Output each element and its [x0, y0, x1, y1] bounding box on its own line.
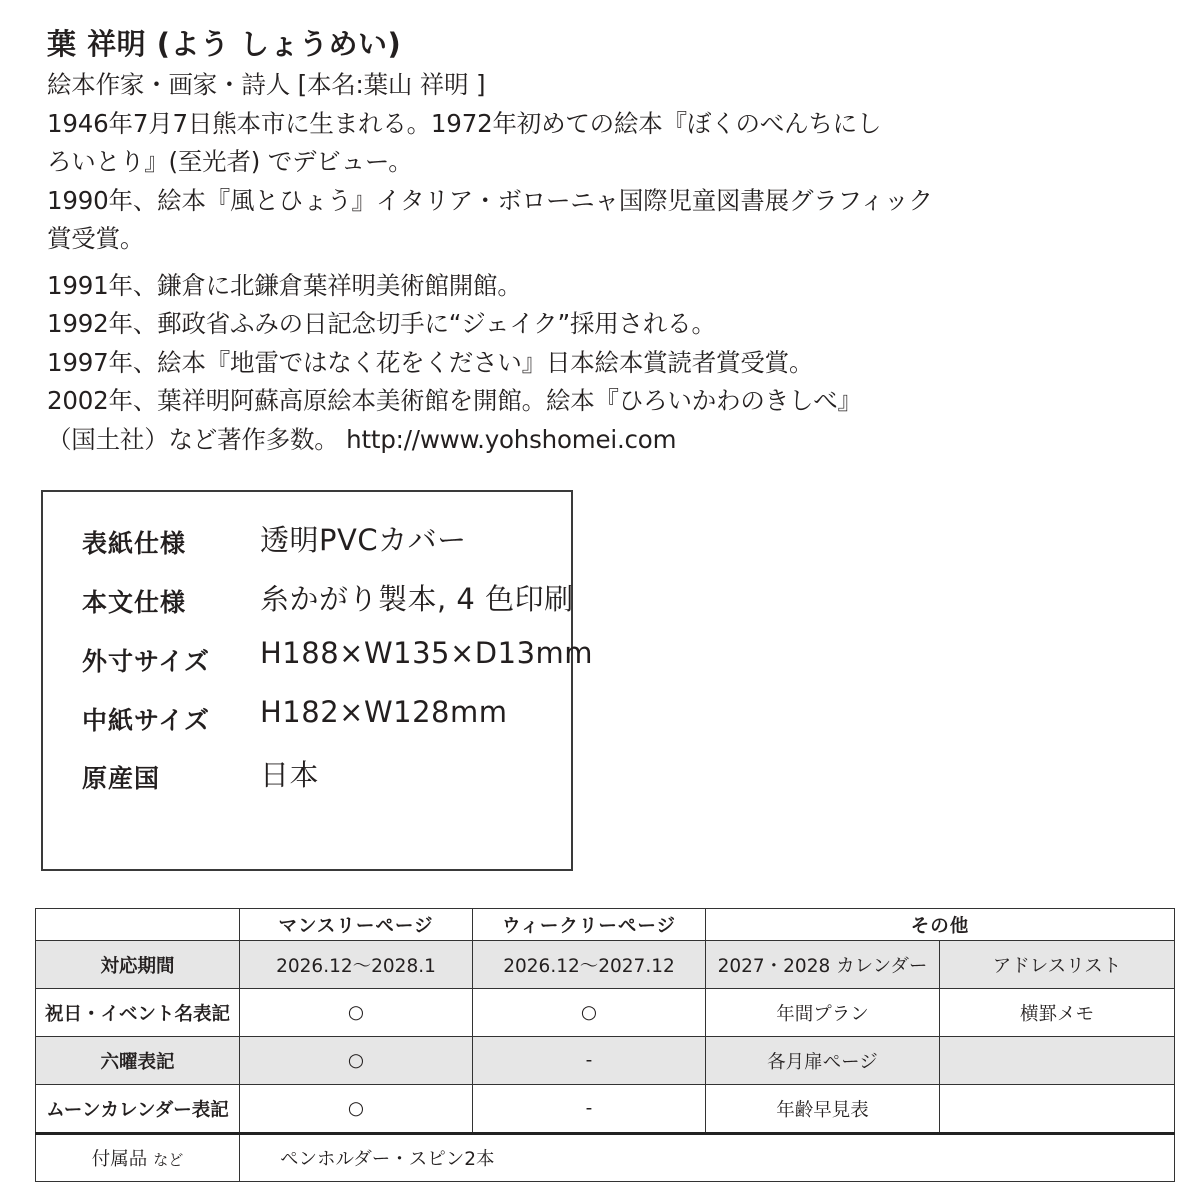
bio-line: 1990年、絵本『風とひょう』イタリア・ボローニャ国際児童図書展グラフィック [47, 185, 933, 215]
table-cell: ○ [240, 1085, 473, 1134]
spec-label: 中紙サイズ [82, 706, 211, 735]
bio-line: 2002年、葉祥明阿蘇高原絵本美術館を開館。絵本『ひろいかわのきしべ』 [47, 386, 862, 415]
table-cell: - [473, 1085, 706, 1134]
header-cell: ウィークリーページ [473, 909, 706, 941]
author-name: 葉 祥明 (よう しょうめい) [47, 27, 402, 61]
row-label: 対応期間 [36, 941, 240, 989]
table-row [36, 989, 1175, 1037]
table-cell: 2027・2028 カレンダー [706, 941, 940, 989]
spec-row-cover [43, 502, 571, 560]
row-label: ムーンカレンダー表記 [36, 1085, 240, 1134]
paragraph-gap [47, 259, 1047, 267]
biography [47, 22, 1047, 459]
bio-line: 1997年、絵本『地雷ではなく花をください』日本絵本賞読者賞受賞。 [47, 347, 814, 377]
table-cell: 年齢早見表 [706, 1085, 940, 1134]
spec-row-outer-size [43, 620, 594, 678]
header-cell: その他 [706, 909, 1175, 941]
header-cell: マンスリーページ [240, 909, 473, 941]
accessory-label-cell [36, 1134, 240, 1182]
table-row [36, 941, 1175, 989]
table-cell: 横罫メモ [940, 989, 1175, 1037]
header-cell [36, 909, 240, 941]
table-cell: 2026.12〜2028.1 [240, 941, 473, 989]
table-cell: - [473, 1037, 706, 1085]
spec-label: 表紙仕様 [82, 529, 187, 558]
table-cell: 年間プラン [706, 989, 940, 1037]
spec-row-origin [43, 737, 571, 795]
table-header-row [36, 909, 1175, 941]
table-cell [940, 1085, 1175, 1134]
accessory-label: 付属品 [91, 1149, 148, 1170]
table-cell: ○ [240, 989, 473, 1037]
bio-line: 賞受賞。 [47, 224, 145, 253]
bio-line: 1991年、鎌倉に北鎌倉葉祥明美術館開館。 [47, 270, 522, 300]
spec-label: 本文仕様 [82, 588, 187, 617]
spec-value: H188×W135×D13mm [260, 636, 594, 670]
bio-line: 1946年7月7日熊本市に生まれる。1972年初めての絵本『ぼくのべんちにし [47, 108, 882, 138]
bio-line: 1992年、郵政省ふみの日記念切手に“ジェイク”採用される。 [47, 309, 716, 338]
spec-value: 日本 [260, 758, 320, 792]
spec-value: 透明PVCカバー [260, 523, 467, 557]
spec-label: 外寸サイズ [82, 647, 211, 676]
table-cell: ○ [240, 1037, 473, 1085]
row-label: 祝日・イベント名表記 [36, 989, 240, 1037]
spec-value: H182×W128mm [260, 695, 508, 729]
planner-feature-table [35, 908, 1175, 1182]
spec-row-inner-size [43, 679, 571, 737]
accessory-label-suffix: など [153, 1151, 184, 1169]
table-row [36, 1037, 1175, 1085]
table-cell [940, 1037, 1175, 1085]
spec-row-body [43, 561, 574, 619]
table-cell: 各月扉ページ [706, 1037, 940, 1085]
spec-value: 糸かがり製本, 4 色印刷 [260, 582, 574, 616]
accessory-row [36, 1134, 1175, 1182]
spec-box [41, 490, 594, 871]
accessory-value: ペンホルダー・スピン2本 [240, 1134, 1175, 1182]
table-cell: ○ [473, 989, 706, 1037]
bio-line: ろいとり』(至光者) でデビュー。 [47, 147, 413, 176]
bio-line: （国土社）など著作多数。 http://www.yohshomei.com [47, 424, 677, 454]
row-label: 六曜表記 [36, 1037, 240, 1085]
spec-label: 原産国 [82, 764, 161, 793]
table-row [36, 1085, 1175, 1134]
table-cell: アドレスリスト [940, 941, 1175, 989]
bio-line: 絵本作家・画家・詩人 [本名:葉山 祥明 ] [47, 70, 486, 99]
table-cell: 2026.12〜2027.12 [473, 941, 706, 989]
